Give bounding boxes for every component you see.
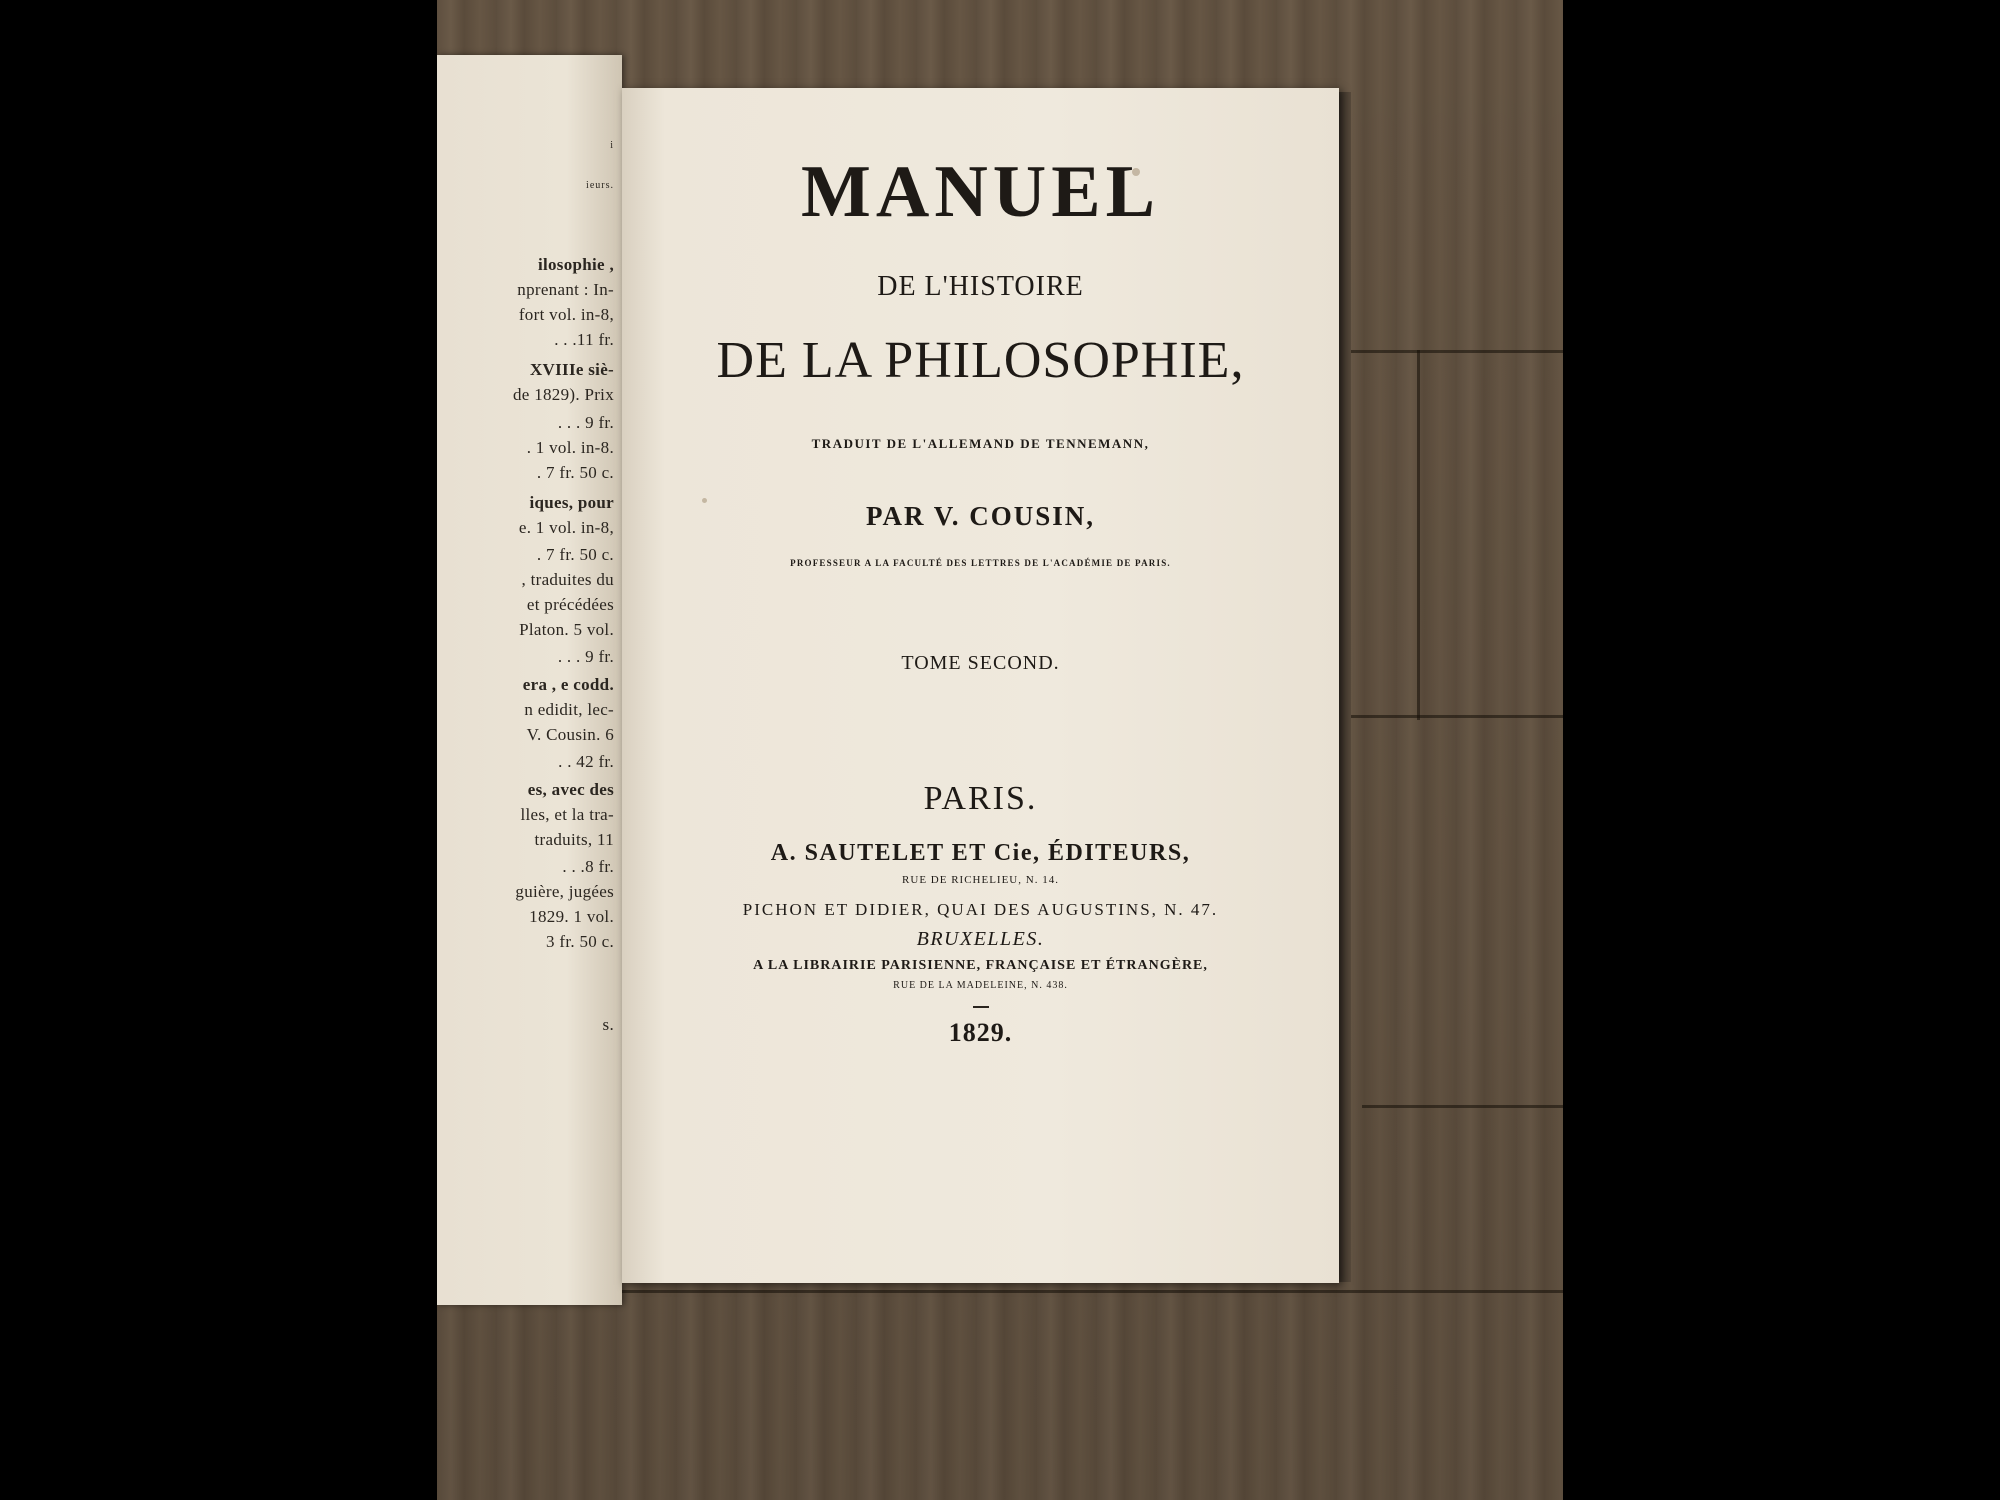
left-page-text-line: es, avec des — [527, 780, 614, 799]
left-page-text-line: e. 1 vol. in-8, — [518, 518, 614, 537]
book-subtitle-line-1: DE L'HISTOIRE — [877, 271, 1084, 302]
left-page-text-line: traduits, 11 — [534, 830, 614, 849]
book-title: MANUEL — [801, 151, 1160, 233]
left-page-text-line: XVIIIe siè- — [529, 360, 614, 379]
left-page-text-line: . . .8 fr. — [562, 857, 614, 876]
book-cover-edge — [1339, 92, 1351, 1282]
publisher-address-1: RUE DE RICHELIEU, N. 14. — [902, 874, 1059, 886]
left-page-text-line: . . .11 fr. — [554, 330, 614, 349]
left-page-text-line: ilosophie , — [537, 255, 614, 274]
left-page-text-line: Platon. 5 vol. — [519, 620, 614, 639]
short-rule — [973, 1006, 989, 1008]
left-page-text-line: nprenant : In- — [517, 280, 614, 299]
left-page-text-line: . . . 9 fr. — [557, 647, 614, 666]
publication-year: 1829. — [948, 1018, 1013, 1047]
publisher-line-3: A LA LIBRAIRIE PARISIENNE, FRANÇAISE ET ÉTRANGÈRE, — [753, 958, 1208, 973]
photograph — [437, 0, 1563, 1500]
table-plank-seam — [1362, 1105, 1563, 1108]
publisher-address-2: RUE DE LA MADELEINE, N. 438. — [893, 980, 1068, 991]
left-page-text-line: i — [610, 140, 614, 151]
left-page-text-line: . 7 fr. 50 c. — [536, 545, 614, 564]
volume-label: TOME SECOND. — [901, 652, 1060, 674]
publication-city: PARIS. — [923, 780, 1038, 817]
left-page-text-line: . . . 9 fr. — [557, 413, 614, 432]
table-plank-seam — [1317, 715, 1563, 718]
left-page-text-line: fort vol. in-8, — [518, 305, 614, 324]
left-page-text-line: . . 42 fr. — [558, 752, 614, 771]
publisher-line-1: A. SAUTELET ET Cie, ÉDITEURS, — [770, 840, 1191, 866]
table-plank-seam — [1417, 350, 1420, 720]
publisher-line-2: PICHON ET DIDIER, QUAI DES AUGUSTINS, N. 47. — [742, 900, 1219, 919]
left-page-text-line: . 1 vol. in-8. — [526, 438, 614, 457]
title-page — [622, 88, 1339, 1283]
left-page-text-line: et précédées — [526, 595, 614, 614]
left-page-text-line: iques, pour — [529, 493, 614, 512]
left-page-text-line: 1829. 1 vol. — [529, 907, 614, 926]
left-page-text-line: . 7 fr. 50 c. — [536, 463, 614, 482]
left-page-text-line: n edidit, lec- — [524, 700, 614, 719]
book-subtitle-line-2: DE LA PHILOSOPHIE, — [716, 332, 1245, 389]
left-page-text-line: era , e codd. — [522, 675, 614, 694]
second-publication-city: BRUXELLES. — [916, 928, 1045, 950]
translation-note: TRADUIT DE L'ALLEMAND DE TENNEMANN, — [811, 436, 1150, 451]
left-page-text-line: ieurs. — [586, 180, 614, 191]
left-page — [437, 55, 622, 1305]
author-line: PAR V. COUSIN, — [865, 501, 1096, 531]
left-page-text-line: s. — [602, 1015, 614, 1034]
author-affiliation: PROFESSEUR A LA FACULTÉ DES LETTRES DE L'ACADÉMIE DE PARIS. — [790, 558, 1171, 568]
left-page-text-line: 3 fr. 50 c. — [546, 932, 614, 951]
left-page-text-line: lles, et la tra- — [520, 805, 614, 824]
left-page-text-line: guière, jugées — [515, 882, 614, 901]
table-plank-seam — [1317, 350, 1563, 353]
left-page-text-line: de 1829). Prix — [513, 385, 614, 404]
left-page-text-line: V. Cousin. 6 — [526, 725, 614, 744]
left-page-text-line: , traduites du — [521, 570, 614, 589]
